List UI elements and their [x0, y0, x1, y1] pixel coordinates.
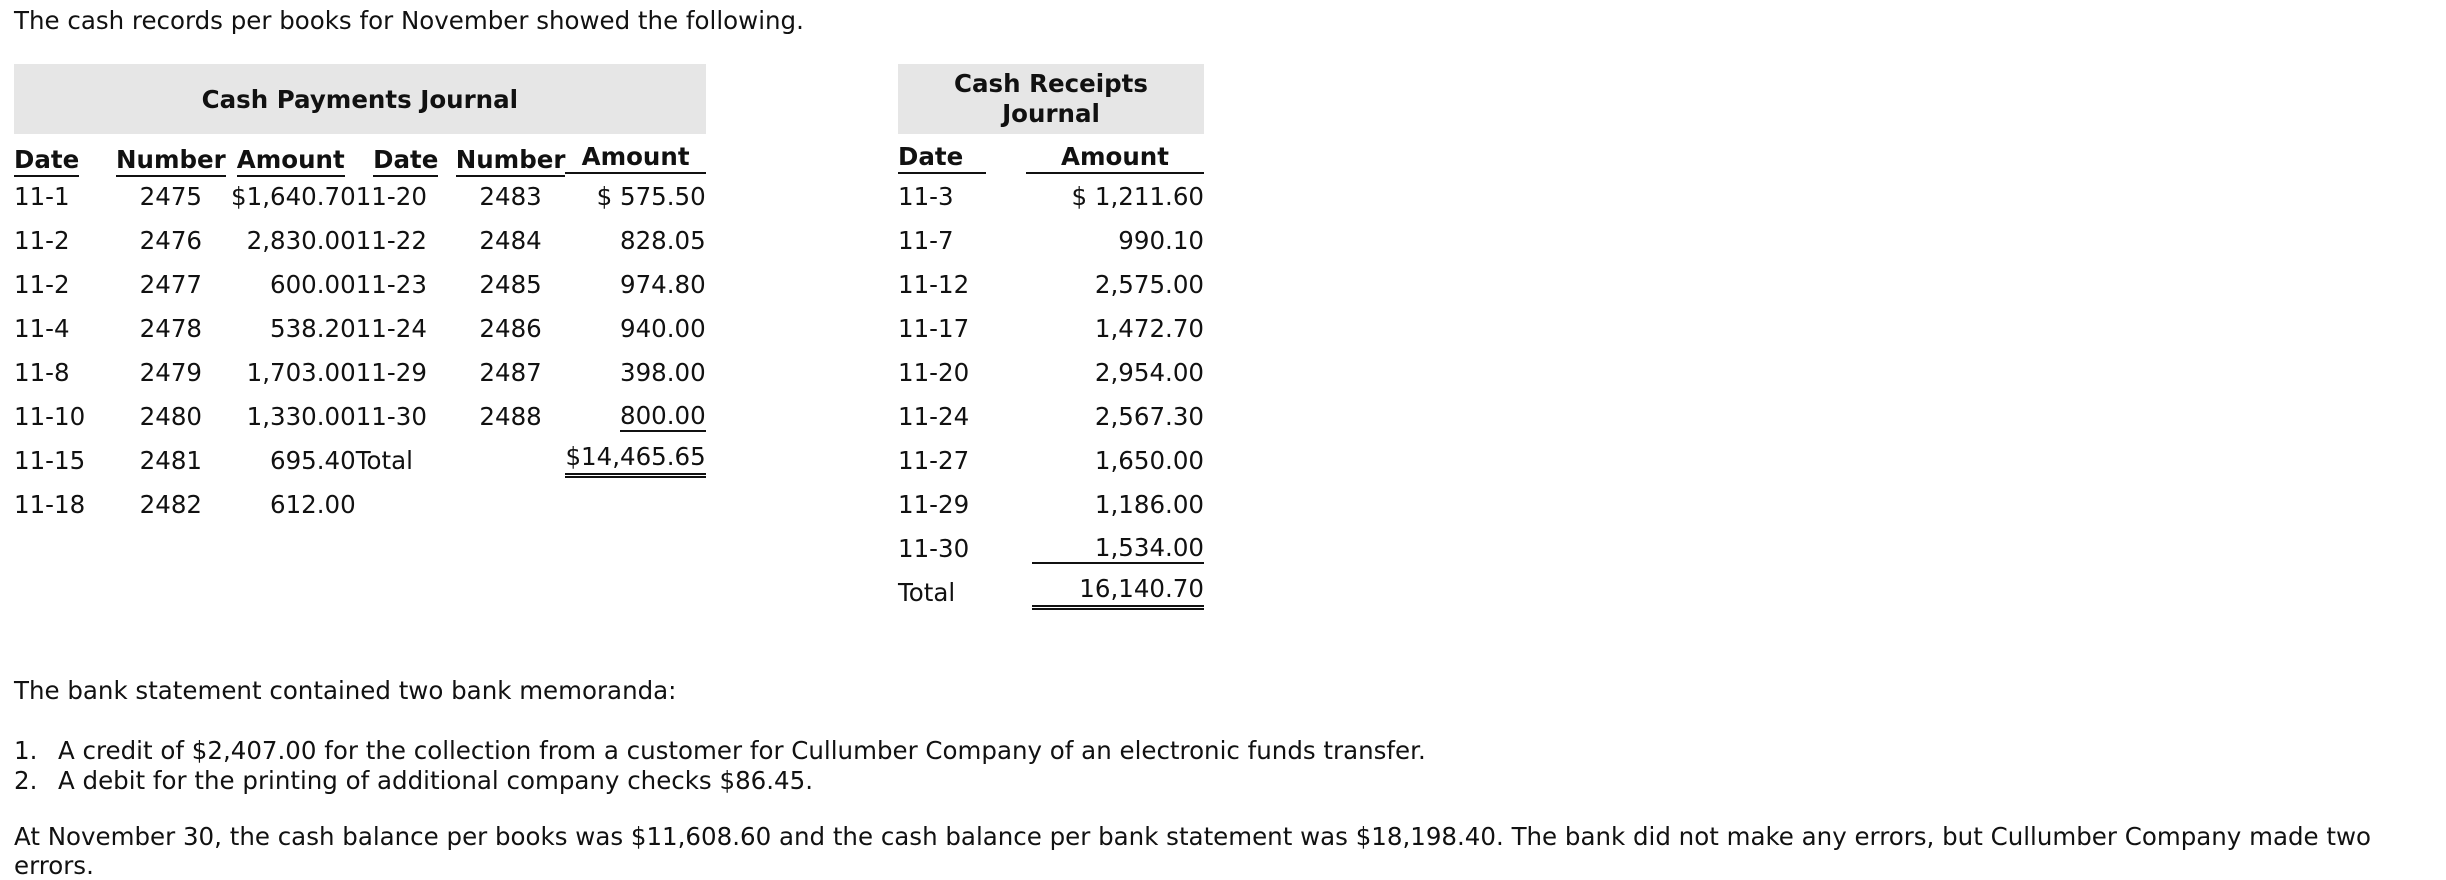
- table-row: [898, 482, 1204, 526]
- payment-date: 11-24: [355, 313, 427, 343]
- payment-check-number: 2476: [139, 225, 203, 255]
- receipt-date: 11-27: [898, 445, 970, 475]
- payments-header-amount-1: Amount: [226, 134, 356, 174]
- table-row: [898, 262, 1204, 306]
- receipt-date: 11-3: [898, 181, 954, 211]
- payment-date: Total: [355, 445, 413, 475]
- payment-amount: 828.05: [619, 225, 706, 255]
- payments-header-number-1: Number: [116, 134, 226, 174]
- payment-check-number: [456, 482, 566, 526]
- table-row: [898, 394, 1204, 438]
- receipt-amount: 2,567.30: [1094, 401, 1204, 431]
- payment-check-number: 2483: [479, 181, 542, 211]
- payment-amount: $1,640.70: [231, 181, 356, 211]
- payment-date: 11-18: [14, 489, 86, 519]
- payment-check-number: 2485: [479, 269, 542, 299]
- intro-text: The cash records per books for November showed the following.: [14, 6, 804, 35]
- payment-amount: 600.00: [269, 269, 356, 299]
- payment-check-number: 2484: [479, 225, 542, 255]
- payment-date: 11-22: [355, 225, 427, 255]
- payment-check-number: 2486: [479, 313, 542, 343]
- receipt-amount: 990.10: [1118, 225, 1204, 255]
- cash-receipts-journal: [898, 64, 1204, 614]
- payment-amount: $14,465.65: [565, 438, 705, 482]
- table-row: [14, 438, 706, 482]
- payment-check-number: 2477: [139, 269, 203, 299]
- payment-amount: 1,703.00: [246, 357, 356, 387]
- payments-header-amount-2: Amount: [565, 134, 705, 174]
- table-row: [898, 570, 1204, 614]
- payment-check-number: 2478: [139, 313, 203, 343]
- payment-date: 11-4: [14, 313, 70, 343]
- payment-date: 11-15: [14, 445, 86, 475]
- payment-amount: 538.20: [269, 313, 356, 343]
- payment-check-number: 2481: [139, 445, 203, 475]
- table-row: [898, 526, 1204, 570]
- receipts-title-line-1: Cash Receipts: [954, 69, 1148, 98]
- receipts-journal-title: [898, 64, 1204, 134]
- payment-amount: 940.00: [619, 313, 706, 343]
- payments-header-date-2: Date: [356, 134, 456, 174]
- payment-amount: 695.40: [269, 445, 356, 475]
- receipts-title-line-2: Journal: [1002, 99, 1100, 128]
- memo-item-text: A credit of $2,407.00 for the collection from a customer for Cullumber Company of an electronic funds transfer.: [58, 736, 1426, 765]
- receipt-date: 11-20: [898, 357, 970, 387]
- table-row: [14, 218, 706, 262]
- payment-date: 11-23: [355, 269, 427, 299]
- payment-amount: 398.00: [619, 357, 706, 387]
- payments-journal-title: Cash Payments Journal: [14, 64, 706, 134]
- table-row: [898, 218, 1204, 262]
- receipt-amount: 2,954.00: [1094, 357, 1204, 387]
- payment-check-number: 2479: [139, 357, 203, 387]
- receipt-date: Total: [898, 577, 956, 607]
- receipt-amount: 1,650.00: [1094, 445, 1204, 475]
- receipts-header-date: Date: [898, 134, 1006, 174]
- payment-check-number: [456, 438, 566, 482]
- payment-amount: 612.00: [269, 489, 356, 519]
- memoranda-intro: The bank statement contained two bank memoranda:: [14, 676, 677, 705]
- receipt-amount: 2,575.00: [1094, 269, 1204, 299]
- payment-check-number: 2487: [479, 357, 542, 387]
- receipt-amount: 1,534.00: [1006, 526, 1204, 570]
- payment-amount: 2,830.00: [246, 225, 356, 255]
- closing-text: At November 30, the cash balance per books was $11,608.60 and the cash balance per bank statement was $18,198.40. The bank did not make any errors, but Cullumber Company made two errors.: [14, 822, 2372, 880]
- payment-date: 11-29: [355, 357, 427, 387]
- memo-item: [14, 736, 1426, 766]
- receipt-date: 11-30: [898, 533, 970, 563]
- payment-date: 11-10: [14, 401, 86, 431]
- payment-check-number: 2482: [139, 489, 203, 519]
- payment-check-number: 2480: [139, 401, 203, 431]
- payment-date: 11-20: [355, 181, 427, 211]
- payment-date: 11-2: [14, 269, 70, 299]
- memo-item-number: 2.: [14, 766, 38, 795]
- table-row: [14, 394, 706, 438]
- cash-payments-journal: [14, 64, 706, 526]
- memo-item: [14, 766, 1426, 796]
- payment-amount: $ 575.50: [596, 181, 706, 211]
- payment-amount: [565, 482, 705, 526]
- receipt-amount: 16,140.70: [1006, 570, 1204, 614]
- memo-item-number: 1.: [14, 736, 38, 765]
- table-row: [14, 350, 706, 394]
- receipt-date: 11-12: [898, 269, 970, 299]
- payment-date: 11-30: [355, 401, 427, 431]
- memoranda-list: [14, 736, 1426, 796]
- table-row: [14, 262, 706, 306]
- table-row: [898, 174, 1204, 218]
- receipt-date: 11-24: [898, 401, 970, 431]
- receipt-date: 11-29: [898, 489, 970, 519]
- memo-item-text: A debit for the printing of additional company checks $86.45.: [58, 766, 814, 795]
- receipt-date: 11-17: [898, 313, 970, 343]
- receipt-date: 11-7: [898, 225, 954, 255]
- payments-header-date-1: Date: [14, 134, 116, 174]
- payments-header-number-2: Number: [456, 134, 566, 174]
- receipt-amount: 1,472.70: [1094, 313, 1204, 343]
- table-row: [14, 482, 706, 526]
- payment-date: 11-1: [14, 181, 70, 211]
- payment-check-number: 2475: [139, 181, 203, 211]
- table-row: [898, 350, 1204, 394]
- payment-date: 11-2: [14, 225, 70, 255]
- table-row: [898, 306, 1204, 350]
- payment-amount: 1,330.00: [246, 401, 356, 431]
- table-row: [14, 306, 706, 350]
- receipt-amount: 1,186.00: [1094, 489, 1204, 519]
- payment-amount: 800.00: [619, 400, 706, 430]
- payment-check-number: 2488: [479, 401, 542, 431]
- table-row: [14, 174, 706, 218]
- table-row: [898, 438, 1204, 482]
- receipt-amount: $ 1,211.60: [1071, 181, 1204, 211]
- payment-amount: 974.80: [619, 269, 706, 299]
- payment-date: 11-8: [14, 357, 70, 387]
- receipts-header-amount: Amount: [1006, 134, 1204, 174]
- payment-date: [356, 482, 456, 526]
